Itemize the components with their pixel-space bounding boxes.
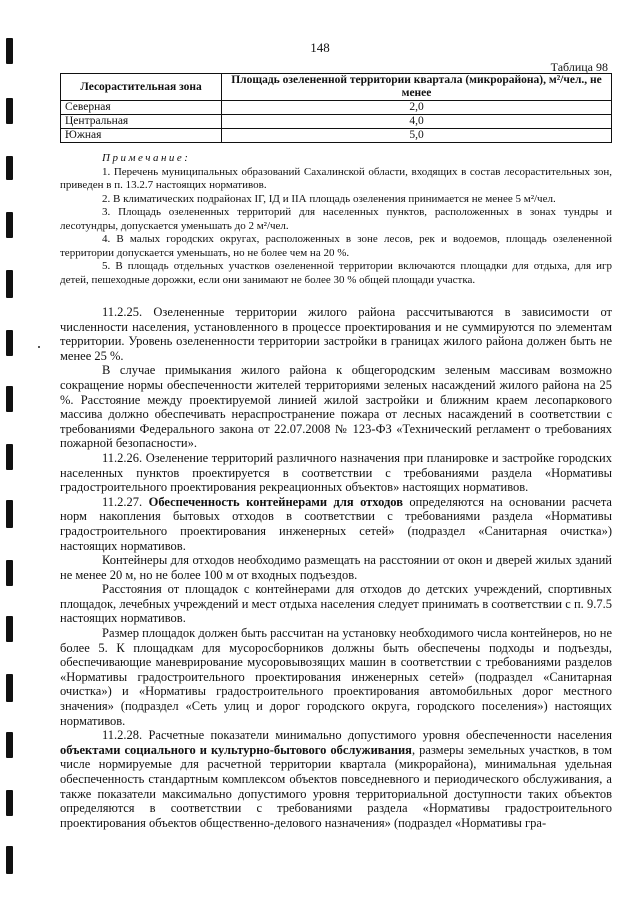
- table-row: [61, 115, 612, 129]
- binding-hole: [6, 790, 13, 816]
- paragraph-11-2-25: 11.2.25. Озелененные территории жилого района рассчитываются в зависимости от численности населения, установленного в процессе проектирования и не суммируются по элементам территории. Уровень озелененности территории застройки в границах жилого района должен быть не менее 25 %.: [60, 305, 612, 363]
- paragraph-11-2-28: [60, 728, 612, 830]
- zone-cell: Южная: [61, 129, 222, 143]
- value-cell: 2,0: [222, 101, 612, 115]
- binding-hole: [6, 330, 13, 356]
- binding-hole: [6, 846, 13, 874]
- note-item: 1. Перечень муниципальных образований Сахалинской области, входящих в состав лесорастительных зон, приведен в п. 13.2.7 настоящих нормативов.: [60, 165, 612, 191]
- note-item: 5. В площадь отдельных участков озелененной территории включаются площадки для отдыха, для игр детей, пешеходные дорожки, если они занимают не более 30 % общей площади участка.: [60, 260, 612, 286]
- paragraph: Расстояния от площадок с контейнерами для отходов до детских учреждений, спортивных площадок, лечебных учреждений и мест отдыха населения следует принимать в соответствии с п. 9.7.5 настоящих нормативов.: [60, 582, 612, 626]
- column-header-zone: Лесорастительная зона: [61, 74, 222, 101]
- binding-hole: [6, 212, 13, 238]
- binding-hole: [6, 386, 13, 412]
- value-cell: 5,0: [222, 129, 612, 143]
- binding-hole: [6, 732, 13, 758]
- margin-speck: [38, 346, 40, 348]
- binding-hole: [6, 560, 13, 586]
- binding-hole: [6, 616, 13, 642]
- binding-hole: [6, 270, 13, 298]
- bold-term: Обеспеченность контейнерами для отходов: [148, 494, 403, 509]
- note-item: 2. В климатических подрайонах IГ, IД и IIА площадь озеленения принимается не менее 5 м²/чел.: [102, 192, 556, 205]
- green-area-table: [60, 73, 612, 143]
- binding-hole: [6, 444, 13, 470]
- clause-text: , размеры земельных участков, в том числе нормируемые для расчетной территории квартала (микрорайона), минимальная удельная обеспеченность стандартным комплексом объектов повседневного и периодического обслуживания, а также показатели максимально допустимого уровня территориальной доступности таких объектов определяются в соответствии с требованиями раздела «Нормативы градостроительного проектирования объектов общественно-делового назначения» (подраздел «Нормативы гра-: [60, 742, 612, 830]
- clause-text: 11.2.28. Расчетные показатели минимально допустимого уровня обеспеченности населения: [102, 728, 612, 743]
- note-item: 4. В малых городских округах, расположенных в зоне лесов, рек и водоемов, площадь озелененной территории допускается уменьшать, но не более чем на 20 %.: [60, 233, 612, 259]
- binding-hole: [6, 500, 13, 528]
- table-row: [61, 101, 612, 115]
- table-row: [61, 129, 612, 143]
- paragraph: В случае примыкания жилого района к общегородским зеленым массивам возможно сокращение нормы обеспеченности жителей территориями зеленых насаждений жилого района на 25 %. Расстояние между проектируемой линией жилой застройки и ближним краем лесопаркового массива должно обеспечивать нераспространение пожара от лесных насаждений в соответствии с требованиями Федерального закона от 22.07.2008 № 123-ФЗ «Технический регламент о требованиях пожарной безопасности».: [60, 363, 612, 451]
- binding-holes: [0, 0, 24, 905]
- note-item: 3. Площадь озелененных территорий для населенных пунктов, расположенных в зонах тундры и лесотундры, допускается уменьшать до 2 м²/чел.: [60, 206, 612, 232]
- page-number: 148: [310, 40, 330, 55]
- paragraph-11-2-27: [60, 495, 612, 553]
- zone-cell: Северная: [61, 101, 222, 115]
- binding-hole: [6, 98, 13, 124]
- paragraph: Размер площадок должен быть рассчитан на установку необходимого числа контейнеров, но не более 5. К площадкам для мусоросборников должны быть обеспечены подходы и подъезды, обеспечивающие маневрирование мусоровывозящих машин в соответствии с требованиями разделов «Нормативы градостроительного проектирования инженерных сетей» (подраздел «Санитарная очистка») и «Нормативы градостроительного проектирования автомобильных дорог местного значения» (подраздел «Сеть улиц и дорог городского округа, городского поселения») настоящих нормативов.: [60, 626, 612, 728]
- bold-term: объектами социального и культурно-бытового обслуживания: [60, 742, 412, 757]
- zone-cell: Центральная: [61, 115, 222, 129]
- paragraph-11-2-26: 11.2.26. Озеленение территорий различного назначения при планировке и застройке городских населенных пунктов проектируется в соответствии с требованиями раздела «Нормативы градостроительного проектирования рекреационных объектов» настоящих нормативов.: [60, 450, 612, 495]
- main-text: [60, 305, 612, 830]
- binding-hole: [6, 674, 13, 702]
- table-notes: [60, 152, 612, 287]
- column-header-area: Площадь озелененной территории квартала (микрорайона), м²/чел., не менее: [222, 74, 612, 101]
- binding-hole: [6, 156, 13, 180]
- clause-number: 11.2.27.: [102, 494, 149, 509]
- table-header-row: [61, 74, 612, 101]
- value-cell: 4,0: [222, 115, 612, 129]
- clause-text: определяются на основании расчета норм накопления бытовых отходов в соответствии с требованиями раздела «Нормативы градостроительного проектирования инженерных сетей» (подраздел «Санитарная очистка») настоящих нормативов.: [60, 494, 612, 553]
- table-label: Таблица 98: [550, 60, 608, 74]
- paragraph: Контейнеры для отходов необходимо размещать на расстоянии от окон и дверей жилых зданий не менее 20 м, но не более 100 м от входных подъездов.: [60, 553, 612, 582]
- notes-title: Примечание:: [102, 152, 191, 164]
